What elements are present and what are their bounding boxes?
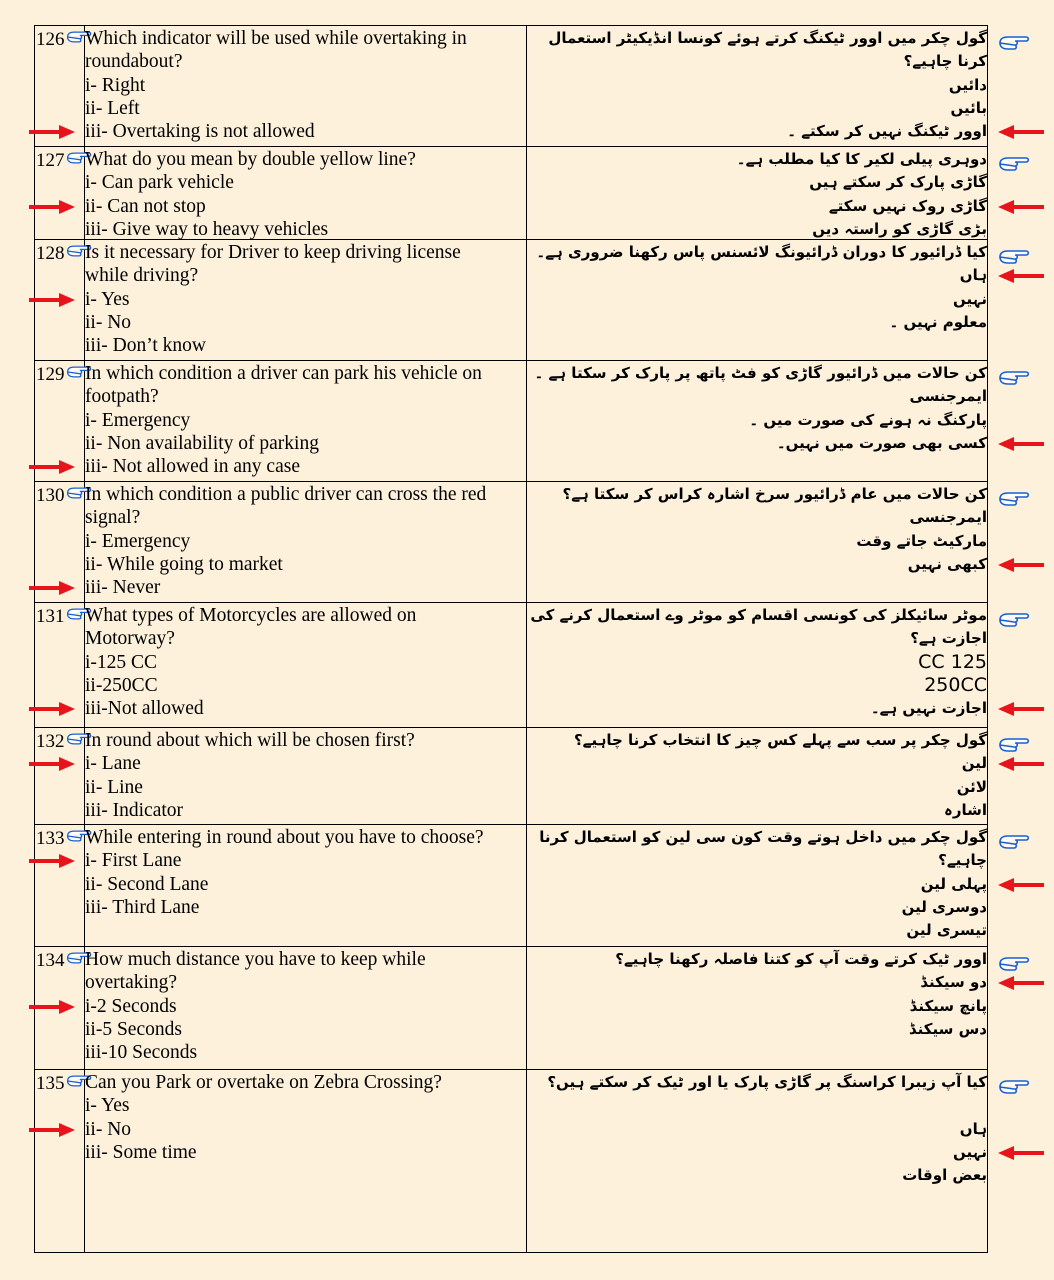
pointing-hand-icon <box>998 369 1030 387</box>
urdu-text-line: معلوم نہیں ۔ <box>889 312 987 331</box>
urdu-text-line: اجازت نہیں ہے۔ <box>870 699 987 718</box>
pointing-hand-icon <box>998 955 1030 973</box>
option-text-line: ii-5 Seconds <box>85 1018 182 1040</box>
question-english <box>85 483 525 599</box>
urdu-text-line: دائیں <box>948 75 987 94</box>
question-english <box>85 1071 525 1164</box>
option-text-line: ii- Can not stop <box>85 195 206 217</box>
question-urdu <box>536 241 987 334</box>
question-number: 129 <box>36 364 65 385</box>
pointing-hand-icon <box>998 1078 1030 1096</box>
option-text-line: iii-Not allowed <box>85 698 204 720</box>
option-text-line: ii-250CC <box>85 674 158 696</box>
option-text-line: iii- Not allowed in any case <box>85 456 300 478</box>
urdu-text-line: بائیں <box>950 98 987 117</box>
urdu-text-line: تیسری لین <box>906 921 987 940</box>
urdu-text-line: اشارہ <box>944 800 987 819</box>
question-text-line: While entering in round about you have to choose? <box>85 827 484 848</box>
urdu-text-line: گول چکر پر سب سے پہلے کس چیز کا انتخاب کرنا چاہیے؟ <box>573 731 987 749</box>
question-text-line: In which condition a public driver can cross the red <box>85 484 487 505</box>
option-text-line: i- First Lane <box>85 850 182 872</box>
option-text-line: iii- Don’t know <box>85 335 206 357</box>
urdu-text-line: دوہری پیلی لکیر کا کیا مطلب ہے۔ <box>736 150 987 168</box>
answer-arrow-icon <box>998 125 1044 139</box>
question-english <box>85 241 525 357</box>
urdu-text-line: کبھی نہیں <box>907 554 987 573</box>
question-number: 134 <box>36 950 65 971</box>
option-text-line: ii- No <box>85 1118 132 1140</box>
question-row <box>35 947 987 1070</box>
urdu-text-line: پانچ سیکنڈ <box>909 996 987 1015</box>
option-text-line: iii- Some time <box>85 1141 197 1163</box>
question-row <box>35 147 987 240</box>
urdu-text-line: گول چکر میں داخل ہوتے وقت کون سی لین کو استعمال کرنا <box>539 828 987 846</box>
option-text-line: iii-10 Seconds <box>85 1042 198 1064</box>
question-row <box>35 728 987 825</box>
urdu-text-line: نہیں <box>952 1142 987 1161</box>
pointing-hand-icon <box>998 490 1030 508</box>
answer-arrow-icon <box>998 558 1044 572</box>
question-urdu <box>534 362 987 455</box>
urdu-text-line: اوور ٹیک کرتے وقت آپ کو کتنا فاصلہ رکھنا چاہیے؟ <box>615 950 987 968</box>
question-row <box>35 1070 987 1253</box>
urdu-text-line: لائن <box>956 777 987 796</box>
urdu-text-line: 125 CC <box>918 650 987 673</box>
option-text-line: iii- Give way to heavy vehicles <box>85 218 329 240</box>
urdu-text-line: لین <box>961 754 987 773</box>
urdu-text-line: ہاں <box>959 1119 987 1138</box>
question-text-line: Is it necessary for Driver to keep driving license <box>85 242 461 263</box>
option-text-line: signal? <box>85 507 141 529</box>
question-urdu <box>530 604 987 720</box>
urdu-text-line: کرنا چاہیے؟ <box>903 52 987 71</box>
question-english <box>85 604 525 720</box>
option-text-line: ii- While going to market <box>85 553 283 575</box>
option-text-line: i-125 CC <box>85 651 158 673</box>
option-text-line: iii- Overtaking is not allowed <box>85 121 315 143</box>
question-row <box>35 603 987 728</box>
option-text-line: overtaking? <box>85 972 178 994</box>
urdu-text-line: کیا ڈرائیور کا دوران ڈرائیونگ لائسنس پاس رکھنا ضروری ہے۔ <box>536 243 987 261</box>
option-text-line: i-2 Seconds <box>85 995 177 1017</box>
option-text-line: ii- Left <box>85 97 140 119</box>
urdu-text-line: گاڑی پارک کر سکتے ہیں <box>809 173 987 192</box>
urdu-text-line: بعض اوقات <box>902 1166 987 1185</box>
answer-arrow-icon <box>998 757 1044 771</box>
pointing-hand-icon <box>998 34 1030 52</box>
option-text-line: i- Emergency <box>85 530 191 552</box>
question-text-line: In round about which will be chosen first? <box>85 730 415 751</box>
urdu-text-line: چاہیے؟ <box>938 851 987 870</box>
option-text-line: iii- Never <box>85 577 161 599</box>
pointing-hand-icon <box>998 155 1030 173</box>
urdu-text-line: کیا آپ زیبرا کراسنگ پر گاڑی پارک یا اور ٹیک کر سکتے ہیں؟ <box>547 1073 987 1091</box>
question-urdu <box>547 729 987 822</box>
question-number: 126 <box>36 29 65 50</box>
urdu-text-line: گول چکر میں اوور ٹیکنگ کرتے ہوئے کونسا انڈیکیٹر استعمال <box>548 29 987 47</box>
question-row <box>35 26 987 147</box>
option-text-line: i- Lane <box>85 753 141 775</box>
option-text-line: footpath? <box>85 386 159 408</box>
pointing-hand-icon <box>998 248 1030 266</box>
question-english <box>85 27 525 143</box>
answer-arrow-icon <box>998 1146 1044 1160</box>
question-english <box>85 826 525 919</box>
urdu-text-line: گاڑی روک نہیں سکتے <box>828 196 987 215</box>
question-text-line: How much distance you have to keep while <box>85 949 426 970</box>
question-text-line: What types of Motorcycles are allowed on <box>85 605 417 626</box>
answer-arrow-icon <box>29 1000 75 1014</box>
option-text-line: while driving? <box>85 265 199 287</box>
question-text-line: Can you Park or overtake on Zebra Crossing? <box>85 1072 442 1093</box>
question-number: 130 <box>36 485 65 506</box>
urdu-text-line: کن حالات میں ڈرائیور گاڑی کو فٹ پاتھ پر پارک کر سکتا ہے ۔ <box>534 364 987 382</box>
option-text-line: i- Can park vehicle <box>85 172 234 194</box>
answer-arrow-icon <box>29 125 75 139</box>
urdu-text-line <box>547 1094 987 1117</box>
question-urdu <box>547 1071 987 1187</box>
answer-arrow-icon <box>29 200 75 214</box>
question-english <box>85 729 525 822</box>
question-number: 132 <box>36 731 65 752</box>
question-number: 127 <box>36 150 65 171</box>
question-row <box>35 361 987 482</box>
option-text-line: iii- Third Lane <box>85 896 200 918</box>
urdu-text-line: ایمرجنسی <box>909 387 987 406</box>
urdu-text-line: پارکنگ نہ ہونے کی صورت میں ۔ <box>749 410 987 429</box>
urdu-text-line: کسی بھی صورت میں نہیں۔ <box>776 433 987 452</box>
question-text-line: In which condition a driver can park his vehicle on <box>85 363 482 384</box>
question-urdu <box>547 483 987 576</box>
question-number: 128 <box>36 243 65 264</box>
option-text-line: ii- No <box>85 311 132 333</box>
answer-arrow-icon <box>998 200 1044 214</box>
answer-arrow-icon <box>29 460 75 474</box>
answer-arrow-icon <box>998 878 1044 892</box>
option-text-line: ii- Non availability of parking <box>85 432 319 454</box>
option-text-line: ii- Second Lane <box>85 873 209 895</box>
option-text-line: i- Right <box>85 74 146 96</box>
question-urdu <box>539 826 987 942</box>
question-number: 131 <box>36 606 65 627</box>
question-number: 135 <box>36 1073 65 1094</box>
urdu-text-line: نہیں <box>952 289 987 308</box>
urdu-text-line: پہلی لین <box>920 874 987 893</box>
urdu-text-line: دو سیکنڈ <box>920 973 987 992</box>
urdu-text-line: مارکیٹ جاتے وقت <box>856 531 987 550</box>
question-english <box>85 948 525 1064</box>
option-text-line: i- Emergency <box>85 409 191 431</box>
urdu-text-line: ہاں <box>959 266 987 285</box>
question-number: 133 <box>36 828 65 849</box>
option-text-line: ii- Line <box>85 776 143 798</box>
option-text-line: i- Yes <box>85 288 130 310</box>
urdu-text-line: 250CC <box>924 673 987 696</box>
option-text-line: roundabout? <box>85 51 183 73</box>
question-table <box>34 25 988 1253</box>
answer-arrow-icon <box>998 269 1044 283</box>
option-text-line: Motorway? <box>85 628 175 650</box>
urdu-text-line: اوور ٹیکنگ نہیں کر سکتے ۔ <box>787 122 987 141</box>
question-urdu <box>547 148 987 241</box>
question-english <box>85 362 525 478</box>
question-row <box>35 240 987 361</box>
answer-arrow-icon <box>29 854 75 868</box>
answer-arrow-icon <box>29 581 75 595</box>
question-urdu <box>547 948 987 1041</box>
question-row <box>35 482 987 603</box>
urdu-text-line: دوسری لین <box>901 897 987 916</box>
answer-arrow-icon <box>29 293 75 307</box>
answer-arrow-icon <box>998 702 1044 716</box>
urdu-text-line: کن حالات میں عام ڈرائیور سرخ اشارہ کراس کر سکتا ہے؟ <box>562 485 987 503</box>
urdu-text-line: دس سیکنڈ <box>908 1019 987 1038</box>
pointing-hand-icon <box>998 611 1030 629</box>
answer-arrow-icon <box>998 976 1044 990</box>
answer-arrow-icon <box>29 702 75 716</box>
answer-arrow-icon <box>29 757 75 771</box>
option-text-line: i- Yes <box>85 1095 130 1117</box>
answer-arrow-icon <box>29 1123 75 1137</box>
question-text-line: Which indicator will be used while overtaking in <box>85 28 467 49</box>
question-row <box>35 825 987 947</box>
urdu-text-line: بڑی گاڑی کو راستہ دیں <box>812 219 987 238</box>
urdu-text-line: ایمرجنسی <box>909 508 987 527</box>
question-text-line: What do you mean by double yellow line? <box>85 149 416 170</box>
pointing-hand-icon <box>998 833 1030 851</box>
question-english <box>85 148 525 241</box>
pointing-hand-icon <box>998 736 1030 754</box>
urdu-text-line: موٹر سائیکلز کی کونسی اقسام کو موٹر وے استعمال کرنے کی <box>530 606 987 624</box>
option-text-line: iii- Indicator <box>85 799 184 821</box>
urdu-text-line: اجازت ہے؟ <box>910 629 987 648</box>
answer-arrow-icon <box>998 437 1044 451</box>
question-urdu <box>547 27 987 143</box>
